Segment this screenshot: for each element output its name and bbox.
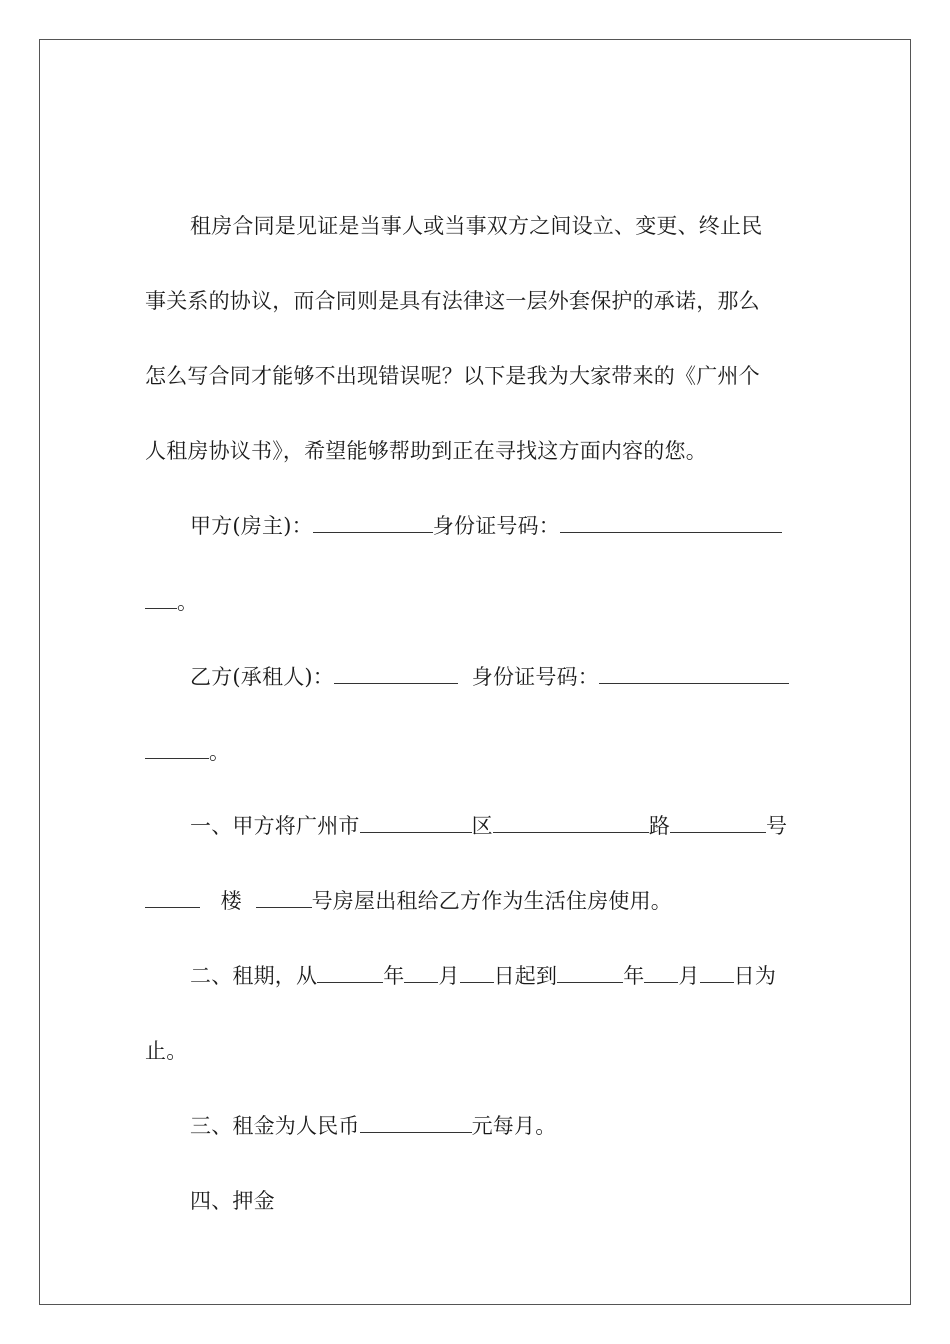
clause-1-number: 号 [766, 814, 788, 838]
party-a-id-blank-cont[interactable] [145, 590, 177, 609]
clause-1-line [190, 814, 787, 838]
clause-1-line-cont [145, 889, 672, 913]
end-day-blank[interactable] [700, 964, 734, 983]
clause-3-prefix: 三、租金为人民币 [190, 1114, 360, 1138]
clause-4-line: 四、押金 [190, 1189, 275, 1213]
party-b-id-blank-cont[interactable] [145, 740, 209, 759]
intro-line-2: 事关系的协议，而合同则是具有法律这一层外套保护的承诺，那么 [145, 289, 760, 313]
clause-2-end: 止。 [145, 1039, 188, 1063]
party-b-end: 。 [209, 740, 231, 764]
party-a-line-cont [145, 590, 198, 614]
party-b-label: 乙方(承租人)： [190, 665, 334, 689]
party-a-label: 甲方(房主)： [190, 514, 313, 538]
start-year-blank[interactable] [317, 964, 383, 983]
intro-line-1: 租房合同是见证是当事人或当事双方之间设立、变更、终止民 [190, 214, 763, 238]
clause-3-suffix: 元每月。 [471, 1114, 557, 1138]
party-a-id-label: 身份证号码： [432, 514, 560, 538]
number-blank[interactable] [670, 814, 766, 833]
party-b-line [190, 665, 789, 689]
clause-2-line [190, 964, 776, 988]
clause-2-day-from: 日起到 [493, 964, 558, 988]
clause-1-building: 楼 [220, 889, 242, 913]
building-number-blank[interactable] [145, 889, 200, 908]
party-a-end: 。 [177, 590, 199, 614]
party-a-line [190, 514, 782, 538]
intro-line-4: 人租房协议书》，希望能够帮助到正在寻找这方面内容的您。 [145, 439, 707, 463]
clause-2-prefix: 二、租期，从 [190, 964, 318, 988]
clause-3-line [190, 1114, 556, 1138]
rent-amount-blank[interactable] [360, 1114, 472, 1133]
party-b-name-blank[interactable] [334, 665, 458, 684]
clause-2-month2: 月 [678, 964, 700, 988]
party-a-id-blank[interactable] [560, 514, 782, 533]
clause-1-district: 区 [471, 814, 493, 838]
start-day-blank[interactable] [460, 964, 494, 983]
party-a-name-blank[interactable] [313, 514, 433, 533]
clause-2-month: 月 [438, 964, 460, 988]
road-blank[interactable] [493, 814, 649, 833]
clause-2-day-to: 日为 [733, 964, 777, 988]
party-b-line-cont [145, 740, 230, 764]
clause-1-road: 路 [648, 814, 671, 838]
start-month-blank[interactable] [404, 964, 438, 983]
party-b-id-label: 身份证号码： [471, 665, 599, 689]
intro-line-3: 怎么写合同才能够不出现错误呢？以下是我为大家带来的《广州个 [145, 364, 760, 388]
end-year-blank[interactable] [557, 964, 623, 983]
clause-2-year: 年 [383, 964, 405, 988]
end-month-blank[interactable] [644, 964, 678, 983]
room-number-blank[interactable] [256, 889, 312, 908]
clause-1-prefix: 一、甲方将广州市 [190, 814, 360, 838]
party-b-id-blank[interactable] [599, 665, 789, 684]
clause-1-suffix: 号房屋出租给乙方作为生活住房使用。 [311, 889, 673, 913]
district-blank[interactable] [360, 814, 472, 833]
clause-2-year2: 年 [623, 964, 645, 988]
